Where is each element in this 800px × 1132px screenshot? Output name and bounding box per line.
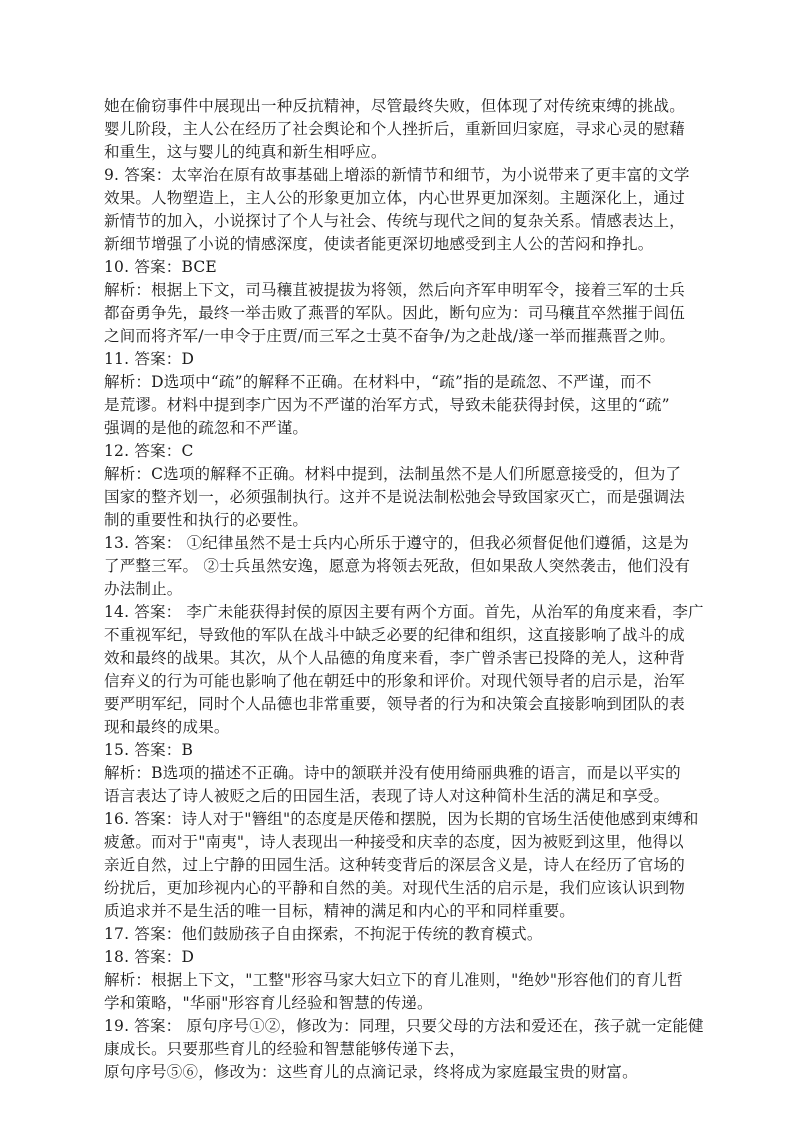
text-line: 婴儿阶段，主人公在经历了社会舆论和个人挫折后，重新回归家庭，寻求心灵的慰藉 — [104, 120, 685, 138]
text-line: 解析：D选项中“疏”的解释不正确。在材料中，“疏”指的是疏忽、不严谨，而不 — [104, 373, 652, 391]
text-line: 新细节增强了小说的情感深度，使读者能更深切地感受到主人公的苦闷和挣扎。 — [104, 235, 654, 253]
text-line: 信弃义的行为可能也影响了他在朝廷中的形象和评价。对现代领导者的启示是，治军 — [104, 672, 685, 690]
text-line: 解析：C选项的解释不正确。材料中提到，法制虽然不是人们所愿意接受的，但为了 — [104, 465, 682, 483]
text-line: 原句序号⑤⑥，修改为：这些育儿的点滴记录，终将成为家庭最宝贵的财富。 — [104, 1063, 638, 1081]
text-line: 17. 答案：他们鼓励孩子自由探索，不拘泥于传统的教育模式。 — [104, 925, 543, 943]
text-line: 都奋勇争先，最终一举击败了燕晋的军队。因此，断句应为：司马穰苴卒然摧于闾伍 — [104, 304, 685, 322]
text-line: 疲惫。而对于"南夷"，诗人表现出一种接受和庆幸的态度，因为被贬到这里，他得以 — [104, 833, 684, 851]
text-line: 纷扰后，更加珍视内心的平静和自然的美。对现代生活的启示是，我们应该认识到物 — [104, 879, 685, 897]
text-line: 解析：B选项的描述不正确。诗中的颔联并没有使用绮丽典雅的语言，而是以平实的 — [104, 764, 681, 782]
text-line: 现和最终的成果。 — [104, 718, 230, 736]
text-line: 效果。人物塑造上，主人公的形象更加立体，内心世界更加深刻。主题深化上，通过 — [104, 189, 685, 207]
text-line: 质追求并不是生活的唯一目标，精神的满足和内心的平和同样重要。 — [104, 902, 576, 920]
text-line: 12. 答案：C — [104, 442, 194, 460]
text-line: 14. 答案： 李广未能获得封侯的原因主要有两个方面。首先，从治军的角度来看，李广 — [104, 603, 704, 621]
document-page — [104, 95, 704, 1084]
text-line: 制的重要性和执行的必要性。 — [104, 511, 309, 529]
text-line: 要严明军纪，同时个人品德也非常重要，领导者的行为和决策会直接影响到团队的表 — [104, 695, 685, 713]
text-line: 办法制止。 — [104, 580, 183, 598]
text-line: 她在偷窃事件中展现出一种反抗精神，尽管最终失败，但体现了对传统束缚的挑战。 — [104, 97, 685, 115]
text-line: 国家的整齐划一，必须强制执行。这并不是说法制松弛会导致国家灭亡，而是强调法 — [104, 488, 685, 506]
text-line: 新情节的加入，小说探讨了个人与社会、传统与现代之间的复杂关系。情感表达上， — [104, 212, 685, 230]
text-line: 15. 答案：B — [104, 741, 194, 759]
text-line: 19. 答案： 原句序号①②，修改为：同理，只要父母的方法和爱还在，孩子就一定能健 — [104, 1017, 704, 1035]
text-line: 13. 答案： ①纪律虽然不是士兵内心所乐于遵守的，但我必须督促他们遵循，这是为 — [104, 534, 690, 552]
text-line: 解析：根据上下文，司马穰苴被提拔为将领，然后向齐军申明军令，接着三军的士兵 — [104, 281, 685, 299]
text-line: 效和最终的战果。其次，从个人品德的角度来看，李广曾杀害已投降的羌人，这种背 — [104, 649, 685, 667]
text-line: 了严整三军。 ②士兵虽然安逸，愿意为将领去死敌，但如果敌人突然袭击，他们没有 — [104, 557, 691, 575]
text-line: 9. 答案：太宰治在原有故事基础上增添的新情节和细节，为小说带来了更丰富的文学 — [104, 166, 690, 184]
text-line: 16. 答案：诗人对于"簪组"的态度是厌倦和摆脱，因为长期的官场生活使他感到束缚和 — [104, 810, 699, 828]
text-line: 是荒谬。材料中提到李广因为不严谨的治军方式，导致未能获得封侯，这里的“疏” — [104, 396, 670, 414]
text-line: 10. 答案：BCE — [104, 258, 217, 276]
text-line: 11. 答案：D — [104, 350, 195, 368]
text-line: 康成长。只要那些育儿的经验和智慧能够传递下去， — [104, 1040, 466, 1058]
text-line: 之间而将齐军/一申令于庄贾/而三军之士莫不奋争/为之赴战/遂一举而摧燕晋之帅。 — [104, 327, 676, 345]
text-line: 学和策略，"华丽"形容育儿经验和智慧的传递。 — [104, 994, 433, 1012]
text-line: 语言表达了诗人被贬之后的田园生活，表现了诗人对这种简朴生活的满足和享受。 — [104, 787, 670, 805]
text-line: 和重生，这与婴儿的纯真和新生相呼应。 — [104, 143, 387, 161]
text-line: 亲近自然，过上宁静的田园生活。这种转变背后的深层含义是，诗人在经历了官场的 — [104, 856, 685, 874]
text-line: 18. 答案：D — [104, 948, 195, 966]
document-body — [104, 95, 704, 1084]
text-line: 解析：根据上下文，"工整"形容马家大妇立下的育儿准则，"绝妙"形容他们的育儿哲 — [104, 971, 683, 989]
text-line: 强调的是他的疏忽和不严谨。 — [104, 419, 309, 437]
text-line: 不重视军纪，导致他的军队在战斗中缺乏必要的纪律和组织，这直接影响了战斗的成 — [104, 626, 685, 644]
